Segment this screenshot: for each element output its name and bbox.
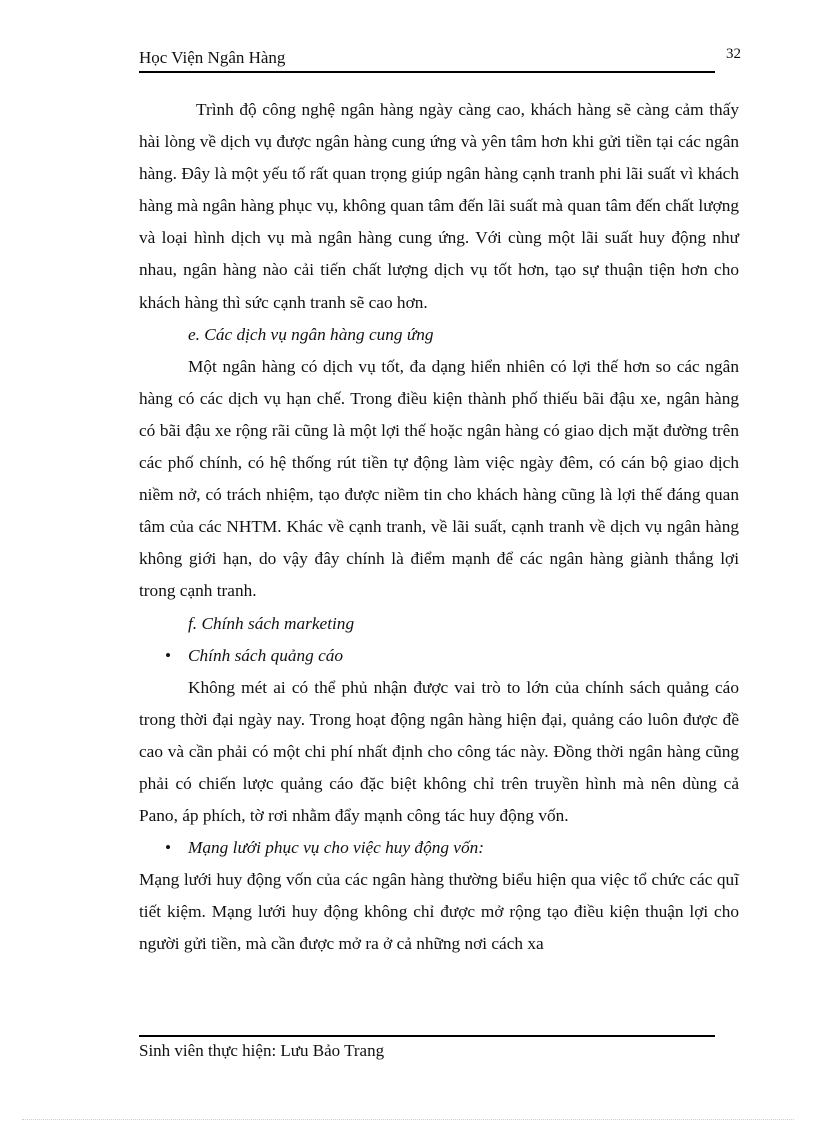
section-heading-f: f. Chính sách marketing	[188, 613, 355, 633]
bullet-label-network: Mạng lưới phục vụ cho việc huy động vốn:	[188, 838, 485, 858]
page-number: 32	[726, 46, 741, 62]
paragraph-services: Một ngân hàng có dịch vụ tốt, đa dạng hiển nhiên có lợi thế hơn so các ngân hàng có các dịch vụ hạn chế. Trong điều kiện thành phố thiếu bãi đậu xe, ngân hàng có bãi đậu xe rộng rãi cũng là một lợi thế hoặc ngân hàng có giao dịch mặt đường trên các phố chính, có hệ thống rút tiền tự động làm việc ngày đêm, có cán bộ giao dịch niềm nở, có trách nhiệm, tạo được niềm tin cho khách hàng cũng là lợi thế đáng quan tâm của các NHTM. Khác về cạnh tranh, về lãi suất, cạnh tranh về dịch vụ ngân hàng không giới hạn, do vậy đây chính là điểm mạnh để các ngân hàng giành thắng lợi trong cạnh tranh.	[139, 356, 739, 601]
page-bottom-edge	[22, 1119, 794, 1120]
bullet-item-advertising	[139, 640, 739, 672]
footer-divider	[139, 1035, 715, 1037]
paragraph-network: Mạng lưới huy động vốn của các ngân hàng thường biểu hiện qua việc tổ chức các quĩ tiết kiệm. Mạng lưới huy động không chỉ được mở rộng tạo điều kiện thuận lợi cho người gửi tiền, mà cần được mở ra ở cả những nơi cách xa	[139, 870, 739, 954]
document-body	[139, 94, 739, 961]
bullet-label-advertising: Chính sách quảng cáo	[188, 645, 344, 665]
paragraph-technology: Trình độ công nghệ ngân hàng ngày càng cao, khách hàng sẽ càng cảm thấy hài lòng về dịch vụ được ngân hàng cung ứng và yên tâm hơn khi gửi tiền tại các ngân hàng. Đây là một yếu tố rất quan trọng giúp ngân hàng cạnh tranh phi lãi suất vì khách hàng mà ngân hàng phục vụ, không quan tâm đến lãi suất mà quan tâm đến chất lượng và loại hình dịch vụ mà ngân hàng cung ứng. Với cùng một lãi suất huy động như nhau, ngân hàng nào cải tiến chất lượng dịch vụ tốt hơn, tạo sự thuận tiện hơn cho khách hàng thì sức cạnh tranh sẽ cao hơn.	[139, 100, 739, 312]
page-header	[139, 46, 741, 70]
footer-author: Sinh viên thực hiện: Lưu Bảo Trang	[139, 1041, 385, 1060]
section-heading-e: e. Các dịch vụ ngân hàng cung ứng	[188, 324, 434, 344]
bullet-item-network	[139, 832, 739, 864]
bullet-icon: •	[165, 645, 172, 665]
header-title: Học Viện Ngân Hàng	[139, 48, 286, 67]
paragraph-advertising: Không mét ai có thể phủ nhận được vai trò to lớn của chính sách quảng cáo trong thời đại ngày nay. Trong hoạt động ngân hàng hiện đại, quảng cáo luôn được đề cao và cần phải có một chi phí nhất định cho công tác này. Đồng thời ngân hàng cũng phải có chiến lược quảng cáo đặc biệt không chỉ trên truyền hình mà nên dùng cả Pano, áp phích, tờ rơi nhằm đẩy mạnh công tác huy động vốn.	[139, 677, 739, 826]
bullet-icon: •	[165, 838, 172, 858]
header-divider	[139, 71, 715, 73]
